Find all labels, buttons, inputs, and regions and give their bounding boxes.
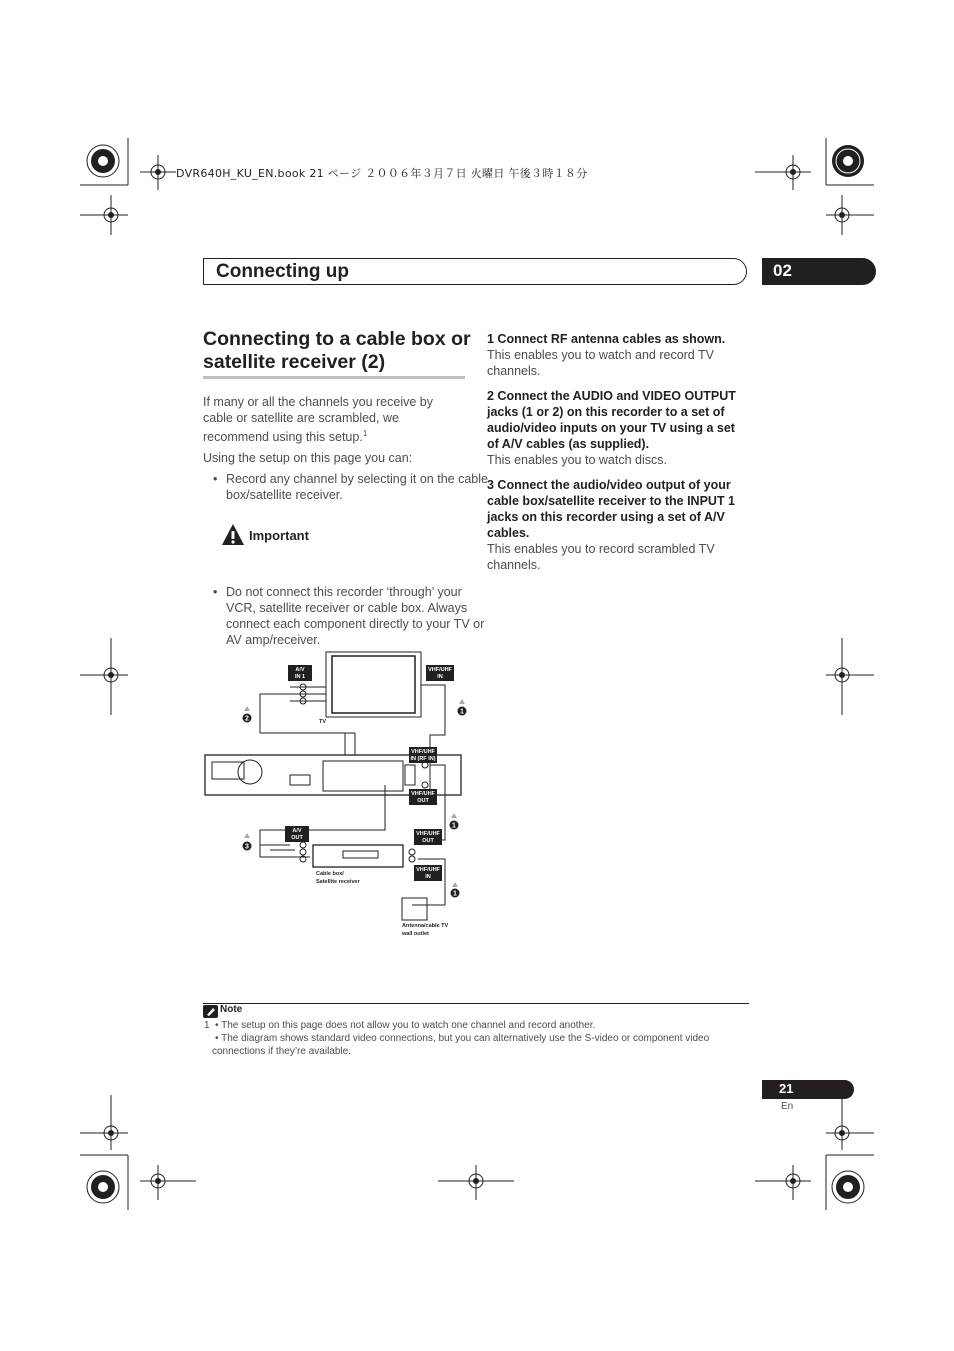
rec-vhf-in-label-a: VHF/UHF [411, 749, 435, 755]
step-3 [487, 477, 749, 573]
step-3-body: This enables you to record scrambled TV channels. [487, 542, 715, 572]
page-number: 21 [779, 1081, 794, 1096]
connection-diagram [200, 645, 500, 945]
tv-vhf-label-b: IN [437, 674, 443, 680]
starburst-tl [87, 145, 119, 177]
tv-body [326, 652, 421, 717]
step-3-heading: 3 Connect the audio/video output of your cable box/satellite receiver to the INPUT 1 jacks on this recorder using a set of A/V cables. [487, 478, 736, 540]
step-2-body: This enables you to watch discs. [487, 453, 667, 467]
important-bullet-text: Do not connect this recorder ‘through’ your VCR, satellite receiver or cable box. Always connect each component directly to your TV or AV amp/receiver. [226, 585, 485, 647]
important-title: Important [249, 528, 309, 543]
tv-label: TV [319, 719, 327, 725]
page-heading: Connecting to a cable box or satellite receiver (2) [203, 328, 471, 373]
cable-box-body [313, 845, 403, 867]
intro-text: If many or all the channels you receive by cable or satellite are scrambled, we recommend using this setup. [203, 395, 433, 445]
page-tab [762, 1080, 854, 1099]
section-title: Connecting up [216, 261, 349, 282]
tv-av-label-a: A/V [295, 667, 305, 673]
note-label: Note [220, 1004, 243, 1015]
step-badge-3: 3 [245, 843, 249, 851]
rec-vhf-out-label-a: VHF/UHF [411, 791, 435, 797]
warning-icon [221, 523, 245, 547]
step-badge-2: 2 [245, 715, 249, 723]
step-1-heading: 1 Connect RF antenna cables as shown. [487, 332, 726, 346]
file-info: DVR640H_KU_EN.book 21 ページ ２００６年３月７日 火曜日 午後３時１８分 [176, 167, 588, 180]
wall-outlet-label-a: Antenna/cable TV [402, 923, 449, 929]
step-1 [487, 331, 749, 379]
box-vhf-in-label-b: IN [425, 874, 431, 880]
note-rule [203, 1003, 749, 1004]
intro-lead: Using the setup on this page you can: [203, 451, 413, 465]
footnote-1: • The setup on this page does not allow you to watch one channel and record another. [215, 1020, 596, 1031]
step-1-body: This enables you to watch and record TV channels. [487, 348, 714, 378]
bullet-dot: • [213, 472, 218, 486]
note-icon [203, 1005, 218, 1018]
rec-vhf-out-label-b: OUT [417, 798, 429, 804]
important-bullet [203, 584, 488, 648]
tv-vhf-label-a: VHF/UHF [428, 667, 452, 673]
footnote-number: 1 [204, 1020, 210, 1031]
box-vhf-out-label-a: VHF/UHF [416, 831, 440, 837]
box-vhf-out-label-b: OUT [422, 838, 434, 844]
step-badge-1b: 1 [452, 822, 456, 830]
intro-bullet-text: Record any channel by selecting it on the cable box/satellite receiver. [226, 472, 488, 502]
page-language: En [781, 1101, 794, 1112]
heading-rule [203, 376, 465, 379]
footnote-2: • The diagram shows standard video connections, but you can alternatively use the S-video or component video connections if they’re available. [212, 1033, 710, 1057]
cable-box-label-b: Satellite receiver [316, 879, 360, 885]
tv-screen [332, 656, 415, 713]
box-av-out-label-a: A/V [292, 828, 302, 834]
step-2-heading: 2 Connect the AUDIO and VIDEO OUTPUT jacks (1 or 2) on this recorder to a set of audio/video inputs on your TV using a set of A/V cables (as supplied). [487, 389, 736, 451]
wall-outlet [402, 898, 427, 920]
step-badge-1a: 1 [460, 708, 464, 716]
chapter-number: 02 [773, 261, 792, 280]
step-badge-1c: 1 [453, 890, 457, 898]
footnote-ref: 1 [362, 429, 368, 438]
bullet-dot: • [213, 585, 218, 599]
box-vhf-in-label-a: VHF/UHF [416, 867, 440, 873]
intro-bullet [203, 471, 488, 503]
wall-outlet-label-b: wall outlet [402, 931, 429, 937]
intro-paragraph [203, 394, 465, 445]
tv-av-label-b: IN 1 [294, 674, 306, 680]
box-av-out-label-b: OUT [291, 835, 303, 841]
cable-box-label-a: Cable box/ [316, 871, 344, 877]
rec-vhf-in-label-b: IN (RF IN) [410, 756, 436, 762]
step-2 [487, 388, 749, 468]
